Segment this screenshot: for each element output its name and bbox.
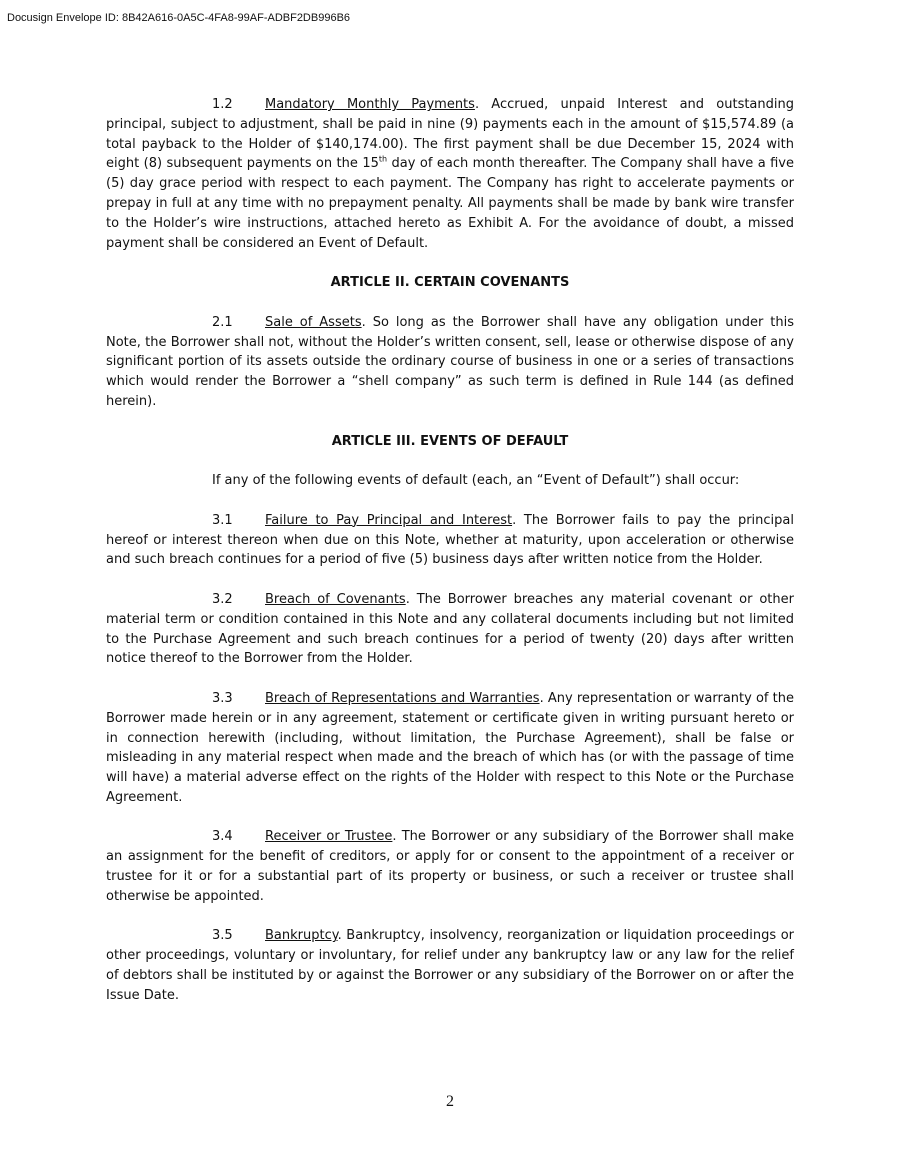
section-3-2: [106, 590, 794, 669]
section-number: 3.2: [212, 591, 233, 607]
section-3-3: [106, 689, 794, 808]
superscript-th: th: [378, 155, 388, 165]
section-title: Receiver or Trustee: [265, 829, 393, 845]
section-title: Sale of Assets: [265, 314, 362, 330]
section-number: 3.5: [212, 928, 233, 944]
section-title: Mandatory Monthly Payments: [265, 97, 475, 112]
section-number: 3.3: [212, 690, 233, 706]
section-text: . The Borrower or any subsidiary of the Borrower shall make an assignment for the benefit of creditors, or apply for or consent to the appointment of a receiver or trustee for it or for a substantial part of its property or business, or such a receiver or trustee shall otherwise be appointed.: [106, 829, 794, 904]
section-text: . Any representation or warranty of the Borrower made herein or in any agreement, statement or certificate given in writing pursuant hereto or in connection herewith (including, without limitation, the Purchase Agreement), shall be false or misleading in any material respect when made and the breach of which has (or with the passage of time will have) a material adverse effect on the rights of the Holder with respect to this Note or the Purchase Agreement.: [106, 690, 794, 805]
section-number: 1.2: [212, 97, 233, 112]
section-3-1: [106, 511, 794, 570]
section-3-5: [106, 926, 794, 1005]
section-title: Failure to Pay Principal and Interest: [265, 512, 513, 528]
section-text: . The Borrower fails to pay the principal hereof or interest thereon when due on this Note, whether at maturity, upon acceleration or otherwise and such breach continues for a period of five (5) business days after written notice from the Holder.: [106, 512, 794, 568]
section-number: 3.1: [212, 512, 233, 528]
article-ii-heading: ARTICLE II. CERTAIN COVENANTS: [330, 275, 570, 291]
section-text: . The Borrower breaches any material covenant or other material term or condition contained in this Note and any collateral documents including but not limited to the Purchase Agreement and such breach continues for a period of twenty (20) days after written notice thereof to the Borrower from the Holder.: [106, 591, 794, 667]
section-text: . Bankruptcy, insolvency, reorganization or liquidation proceedings or other proceedings, voluntary or involuntary, for relief under any bankruptcy law or any law for the relief of debtors shall be instituted by or against the Borrower or any subsidiary of the Borrower on or after the Issue Date.: [106, 928, 794, 1003]
article-iii-intro: If any of the following events of default (each, an “Event of Default”) shall occur:: [212, 473, 740, 489]
section-1-2: [106, 95, 794, 253]
envelope-id: Docusign Envelope ID: 8B42A616-0A5C-4FA8-99AF-ADBF2DB996B6: [7, 12, 351, 24]
section-text: . Accrued, unpaid Interest and outstanding principal, subject to adjustment, shall be paid in nine (9) payments each in the amount of $15,574.89 (a total payback to the Holder of $140,174.00). The first payment shall be due December 15, 2024 with eight (8) subsequent payments on the 15: [106, 97, 794, 172]
document-body: [106, 95, 794, 1025]
section-title: Breach of Representations and Warranties: [265, 690, 540, 706]
section-text: . So long as the Borrower shall have any obligation under this Note, the Borrower shall not, without the Holder’s written consent, sell, lease or otherwise dispose of any significant portion of its assets outside the ordinary course of business in one or a series of transactions which would render the Borrower a “shell company” as such term is defined in Rule 144 (as defined herein).: [106, 314, 794, 409]
section-title: Breach of Covenants: [265, 591, 406, 607]
article-iii-heading: ARTICLE III. EVENTS OF DEFAULT: [331, 433, 569, 449]
section-3-4: [106, 827, 794, 906]
section-number: 2.1: [212, 314, 233, 330]
section-title: Bankruptcy: [265, 928, 338, 944]
section-number: 3.4: [212, 829, 233, 845]
section-2-1: [106, 313, 794, 412]
section-text-continued: day of each month thereafter. The Company shall have a five (5) day grace period with respect to each payment. The Company has right to accelerate payments or prepay in full at any time with no prepayment penalty. All payments shall be made by bank wire transfer to the Holder’s wire instructions, attached hereto as Exhibit A. For the avoidance of doubt, a missed payment shall be considered an Event of Default.: [106, 156, 794, 251]
page-number: 2: [446, 1093, 454, 1110]
